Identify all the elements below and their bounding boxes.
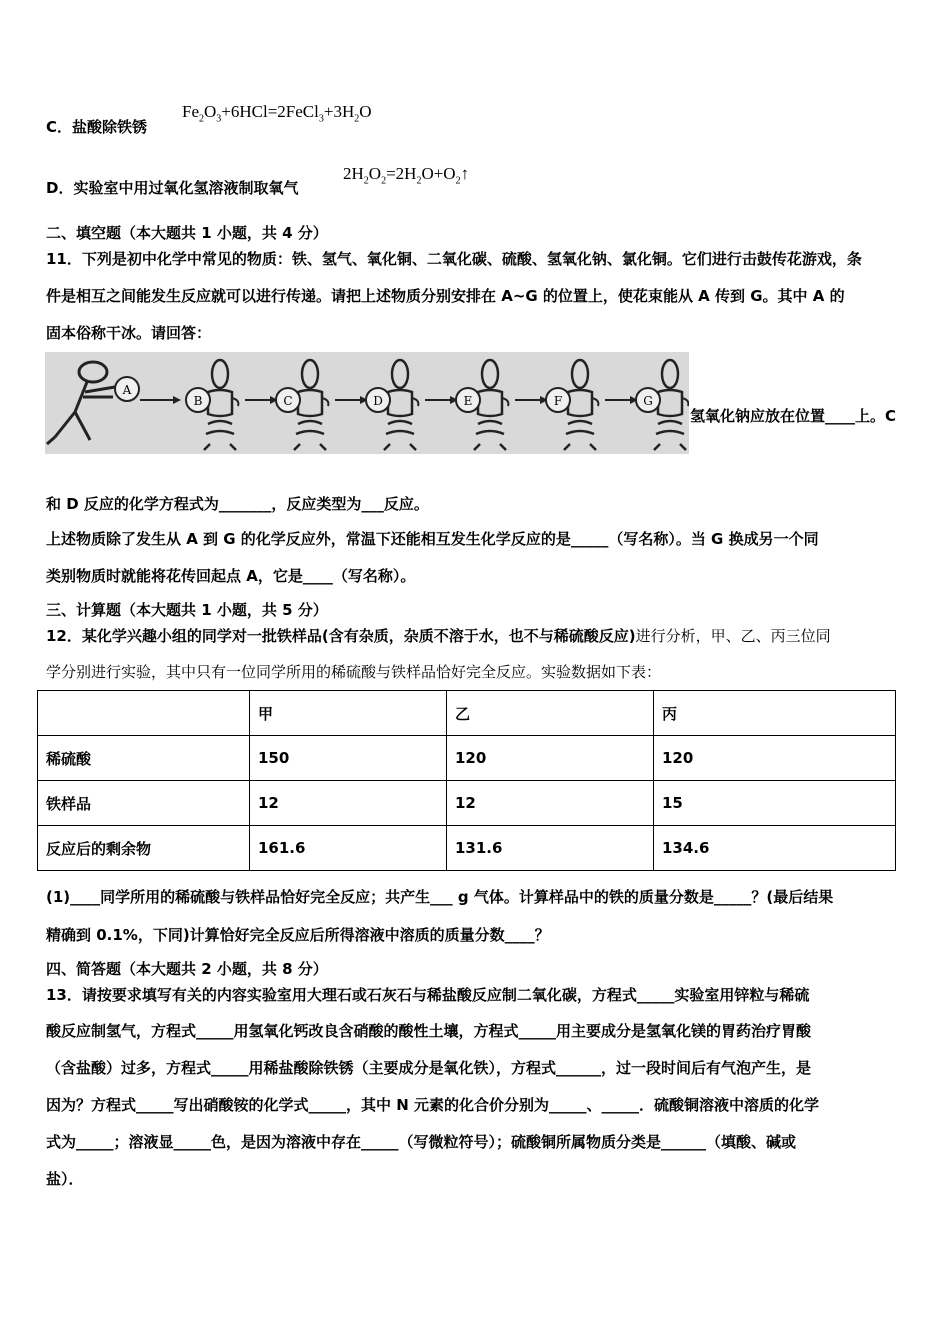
- table-header-cell: 乙: [447, 691, 654, 736]
- experiment-data-table: [37, 690, 896, 871]
- table-cell: 161.6: [250, 826, 447, 871]
- table-row: [38, 736, 896, 781]
- person-body: [298, 390, 322, 416]
- person-body: [568, 390, 592, 416]
- position-label: E: [463, 394, 473, 408]
- q13-line-5: 式为_____；溶液显_____色，是因为溶液中存在_____（写微粒符号）；硫酸铜所属物质分类是______（填酸、碱或: [46, 1133, 797, 1151]
- person-head: [212, 360, 228, 388]
- table-cell: 12: [250, 781, 447, 826]
- position-label: F: [553, 394, 563, 408]
- q11-line-2: 件是相互之间能发生反应就可以进行传递。请把上述物质分别安排在 A~G 的位置上，使花束能从 A 传到 G。其中 A 的: [46, 287, 845, 305]
- chair-legs: [564, 421, 596, 450]
- q11-line-5: 上述物质除了发生从 A 到 G 的化学反应外，常温下还能相互发生化学反应的是_____（写名称）。当 G 换成另一个同: [46, 530, 819, 548]
- q13-line-2: 酸反应制氢气，方程式_____用氢氧化钙改良含硝酸的酸性土壤，方程式_____用主要成分是氢氧化镁的胃药治疗胃酸: [46, 1022, 812, 1040]
- q13-line-6: 盐）．: [46, 1170, 84, 1188]
- table-cell: 反应后的剩余物: [38, 826, 250, 871]
- q11-line-6: 类别物质时就能将花传回起点 A，它是____（写名称）。: [46, 567, 416, 585]
- chair-legs: [474, 421, 506, 450]
- table-cell: 稀硫酸: [38, 736, 250, 781]
- person-head: [392, 360, 408, 388]
- person-body: [478, 390, 502, 416]
- chair-legs: [654, 421, 686, 450]
- q12-line-3: (1)____同学所用的稀硫酸与铁样品恰好完全反应；共产生___ g 气体。计算样品中的铁的质量分数是_____？(最后结果: [46, 888, 834, 906]
- option-d-label: D．实验室中用过氧化氢溶液制取氧气: [46, 179, 299, 197]
- q13-line-4: 因为？方程式_____写出硝酸铵的化学式_____，其中 N 元素的化合价分别为_____、_____．硫酸铜溶液中溶质的化学: [46, 1096, 820, 1114]
- table-row: [38, 826, 896, 871]
- q11-line-4: 和 D 反应的化学方程式为_______，反应类型为___反应。: [46, 495, 429, 513]
- position-label: C: [283, 394, 293, 408]
- table-cell: 15: [654, 781, 896, 826]
- pass-flower-diagram: [45, 352, 689, 454]
- section-2-heading: 二、填空题（本大题共 1 小题，共 4 分）: [46, 224, 328, 242]
- table-row: [38, 781, 896, 826]
- person-head: [302, 360, 318, 388]
- table-cell: 134.6: [654, 826, 896, 871]
- arrow-head-icon: [173, 396, 181, 404]
- table-cell: 铁样品: [38, 781, 250, 826]
- table-header-row: [38, 691, 896, 736]
- chair-legs: [204, 421, 236, 450]
- position-label: G: [643, 394, 653, 408]
- option-d-formula: $2H_2O_2=2H_2O+O_2↑$: [343, 164, 470, 187]
- q12-line-4: 精确到 0.1%，下同)计算恰好完全反应后所得溶液中溶质的质量分数____？: [46, 926, 550, 944]
- person-body: [388, 390, 412, 416]
- option-c-formula: $Fe_2O_3+6HCl=2FeCl_3+3H_2O$: [182, 102, 372, 125]
- table-cell: 120: [654, 736, 896, 781]
- table-header-cell: 甲: [250, 691, 447, 736]
- position-label: B: [193, 394, 203, 408]
- position-label: D: [373, 394, 383, 408]
- q13-line-1: 13．请按要求填写有关的内容实验室用大理石或石灰石与稀盐酸反应制二氧化碳，方程式_____实验室用锌粒与稀硫: [46, 986, 810, 1004]
- position-a-label: A: [122, 383, 132, 397]
- section-4-heading: 四、简答题（本大题共 2 小题，共 8 分）: [46, 960, 328, 978]
- q11-line-3: 固本俗称干冰。请回答：: [46, 324, 212, 342]
- person-head: [482, 360, 498, 388]
- runner-figure: [47, 362, 115, 444]
- person-head: [572, 360, 588, 388]
- table-cell: 150: [250, 736, 447, 781]
- q13-line-3: （含盐酸）过多，方程式_____用稀盐酸除铁锈（主要成分是氧化铁），方程式______，过一段时间后有气泡产生，是: [46, 1059, 812, 1077]
- table-header-cell: [38, 691, 250, 736]
- person-body: [208, 390, 232, 416]
- q12-line-1: 12．某化学兴趣小组的同学对一批铁样品(含有杂质，杂质不溶于水，也不与稀硫酸反应)进行分析，甲、乙、丙三位同: [46, 627, 831, 645]
- q12-line-2: 学分别进行实验，其中只有一位同学所用的稀硫酸与铁样品恰好完全反应。实验数据如下表：: [46, 663, 662, 681]
- table-cell: 12: [447, 781, 654, 826]
- table-cell: 120: [447, 736, 654, 781]
- table-header-cell: 丙: [654, 691, 896, 736]
- option-c-label: C．盐酸除铁锈: [46, 118, 148, 136]
- person-head: [662, 360, 678, 388]
- chair-legs: [294, 421, 326, 450]
- person-body: [658, 390, 682, 416]
- chair-legs: [384, 421, 416, 450]
- q11-line-1: 11．下列是初中化学中常见的物质：铁、氢气、氧化铜、二氧化碳、硫酸、氢氧化钠、氯化铜。它们进行击鼓传花游戏，条: [46, 250, 862, 268]
- section-3-heading: 三、计算题（本大题共 1 小题，共 5 分）: [46, 601, 328, 619]
- table-cell: 131.6: [447, 826, 654, 871]
- q11-after-image: 氢氧化钠应放在位置____上。C: [690, 407, 897, 425]
